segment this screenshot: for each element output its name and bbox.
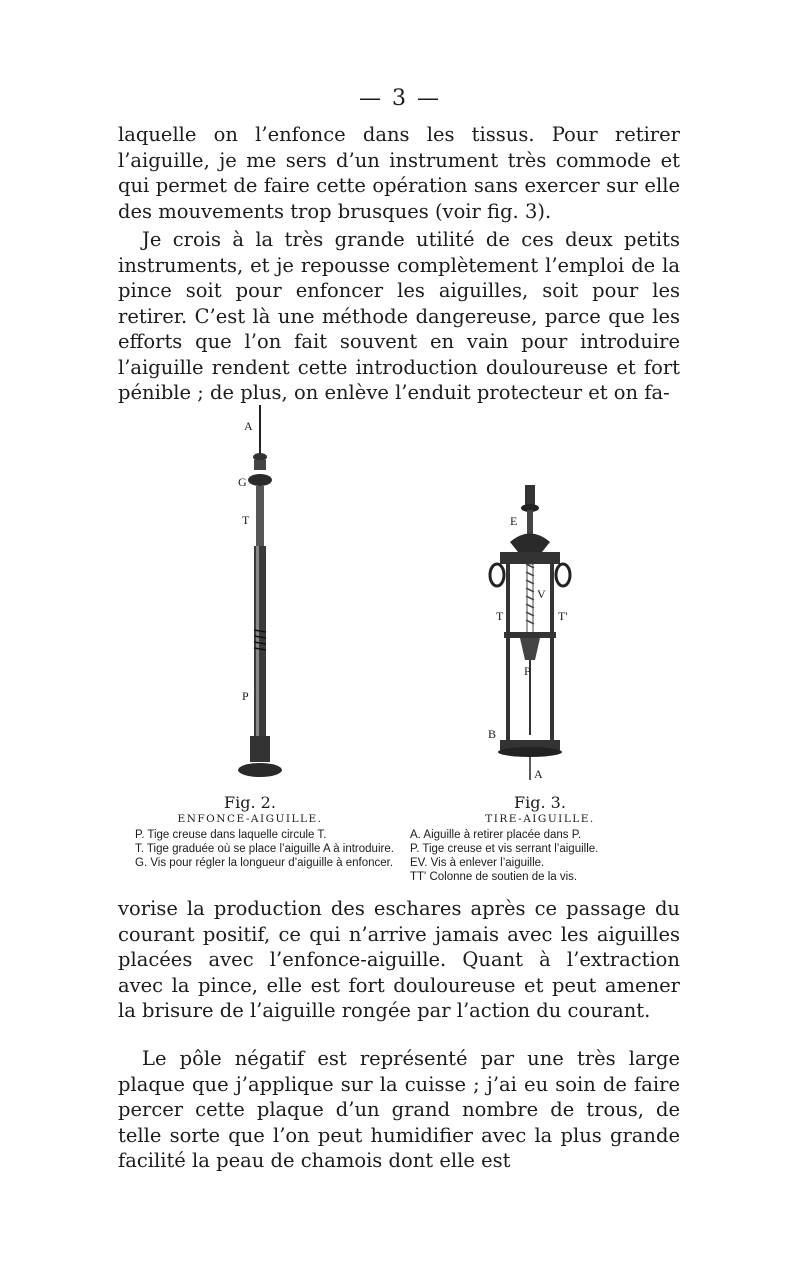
fig3-subtitle: TIRE-AIGUILLE. (485, 813, 595, 825)
fig2-legend (135, 828, 397, 870)
fig3-label-e: E (510, 514, 518, 528)
fig2-legend-item: G. Vis pour régler la longueur d’aiguille à enfoncer. (135, 857, 394, 869)
paragraph-1: laquelle on l’enfonce dans les tissus. Pour retirer l’aiguille, je me sers d’un instrument très commode et qui permet de faire cette opération sans exercer sur elle des mouvements trop brusques (voir fig. 3). (118, 123, 680, 223)
fig3-title: Fig. 3. (514, 793, 566, 812)
fig2-illustration (220, 400, 300, 790)
fig2-label-t: T (242, 513, 250, 527)
fig3-label-b: B (488, 727, 497, 741)
fig3-label-a: A (534, 767, 543, 781)
fig2-subtitle: ENFONCE-AIGUILLE. (177, 813, 323, 825)
paragraph-2: Je crois à la très grande utilité de ces deux petits instruments, et je repousse complètement l’emploi de la pince soit pour enfoncer les aiguilles, soit pour les retirer. C’est là une méthode dangereuse, parce que les efforts que l’on fait souvent en vain pour introduire l’aiguille rendent cette introduction douloureuse et fort pénible ; de plus, on enlève l’enduit protecteur et on fa- (118, 228, 680, 404)
fig2-legend-item: T. Tige graduée où se place l’aiguille A à introduire. (135, 843, 394, 855)
fig3-label-t-prime: T' (558, 609, 568, 623)
fig3-legend (410, 828, 730, 884)
fig3-legend-item: TT' Colonne de soutien de la vis. (410, 871, 578, 883)
paragraph-3: vorise la production des eschares après ce passage du courant positif, ce qui n’arrive jamais avec les aiguilles placées avec l’enfonce-aiguille. Quant à l’extraction avec la pince, elle est fort douloureuse et peut amener la brisure de l’aiguille rongée par l’action du courant. (118, 897, 680, 1022)
page-number: — 3 — (359, 86, 441, 111)
fig2-legend-item: P. Tige creuse dans laquelle circule T. (135, 829, 327, 841)
fig3-legend-item: A. Aiguille à retirer placée dans P. (410, 829, 582, 841)
fig2-label-p: P (242, 689, 249, 703)
fig3-label-t: T (496, 609, 504, 623)
paragraph-4: Le pôle négatif est représenté par une très large plaque que j’applique sur la cuisse ; j’ai eu soin de faire percer cette plaque d’un grand nombre de trous, de telle sorte que l’on peut humidifier avec la plus grande facilité la peau de chamois dont elle est (118, 1047, 680, 1172)
fig2-label-a: A (244, 419, 253, 433)
fig3-label-p: P (524, 664, 531, 678)
fig3-label-v: V (537, 587, 546, 601)
fig3-legend-item: P. Tige creuse et vis serrant l’aiguille. (410, 843, 599, 855)
fig2-title: Fig. 2. (224, 793, 276, 812)
fig3-legend-item: EV. Vis à enlever l’aiguille. (410, 857, 545, 869)
fig2-label-g: G (238, 475, 247, 489)
fig3-illustration (480, 480, 580, 790)
